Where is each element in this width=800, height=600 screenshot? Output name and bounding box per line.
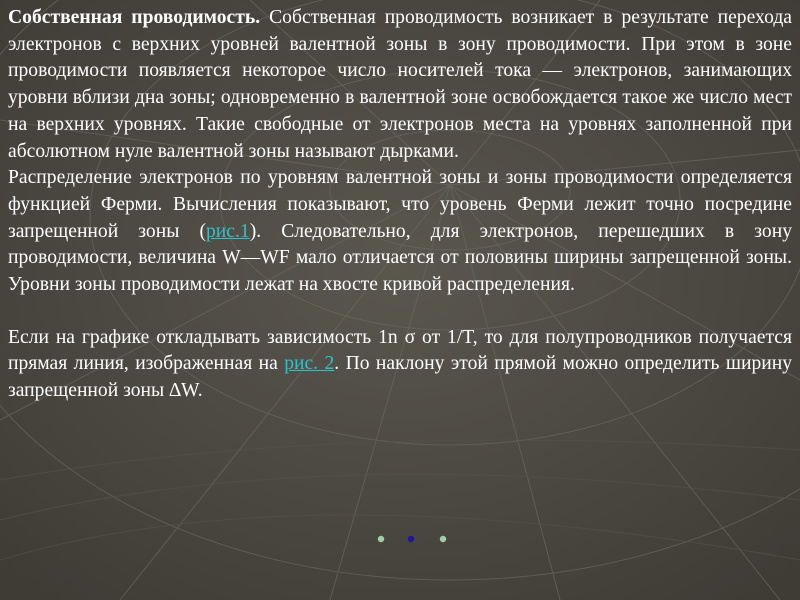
paragraph-fermi-distribution — [8, 165, 792, 299]
figure2-link[interactable]: рис. 2 — [284, 353, 335, 375]
paragraph2-text-after: ). Следовательно, для электронов, перешедших в зону проводимости, величина W—WF мало отличается от половины ширины запрещенной зоны. Уровни зоны проводимости лежат на хвосте кривой распределения. — [8, 220, 792, 296]
paragraph-spacer — [8, 299, 792, 325]
figure1-link[interactable]: рис.1 — [206, 220, 250, 242]
paragraph-intrinsic-conductivity — [8, 5, 792, 165]
paragraph2-text-before: Распределение электронов по уровням валентной зоны и зоны проводимости определяется функцией Ферми. Вычисления показывают, что уровень Ферми лежит точно посредине запрещенной зоны ( — [8, 167, 792, 242]
paragraph3-text-before: Если на графике откладывать зависимость 1n σ от 1/T, то для полупроводников получается прямая линия, изображенная на — [8, 326, 792, 375]
heading-intrinsic-conductivity: Собственная проводимость. — [8, 7, 261, 28]
slide-body — [8, 5, 792, 405]
paragraph3-text-after: . По наклону этой прямой можно определить ширину запрещенной зоны ∆W. — [8, 353, 793, 402]
paragraph-graph-dependence — [8, 325, 792, 405]
paragraph1-text: Собственная проводимость возникает в результате перехода электронов с верхних уровней валентной зоны в зону проводимости. При этом в зоне проводимости появляется некоторое число носителей тока — электронов, занимающих уровни вблизи дна зоны; одновременно в валентной зоне освобождается такое же число мест на верхних уровнях. Такие свободные от электронов места на уровнях заполненной при абсолютном нуле валентной зоны называют дырками. — [8, 7, 792, 162]
